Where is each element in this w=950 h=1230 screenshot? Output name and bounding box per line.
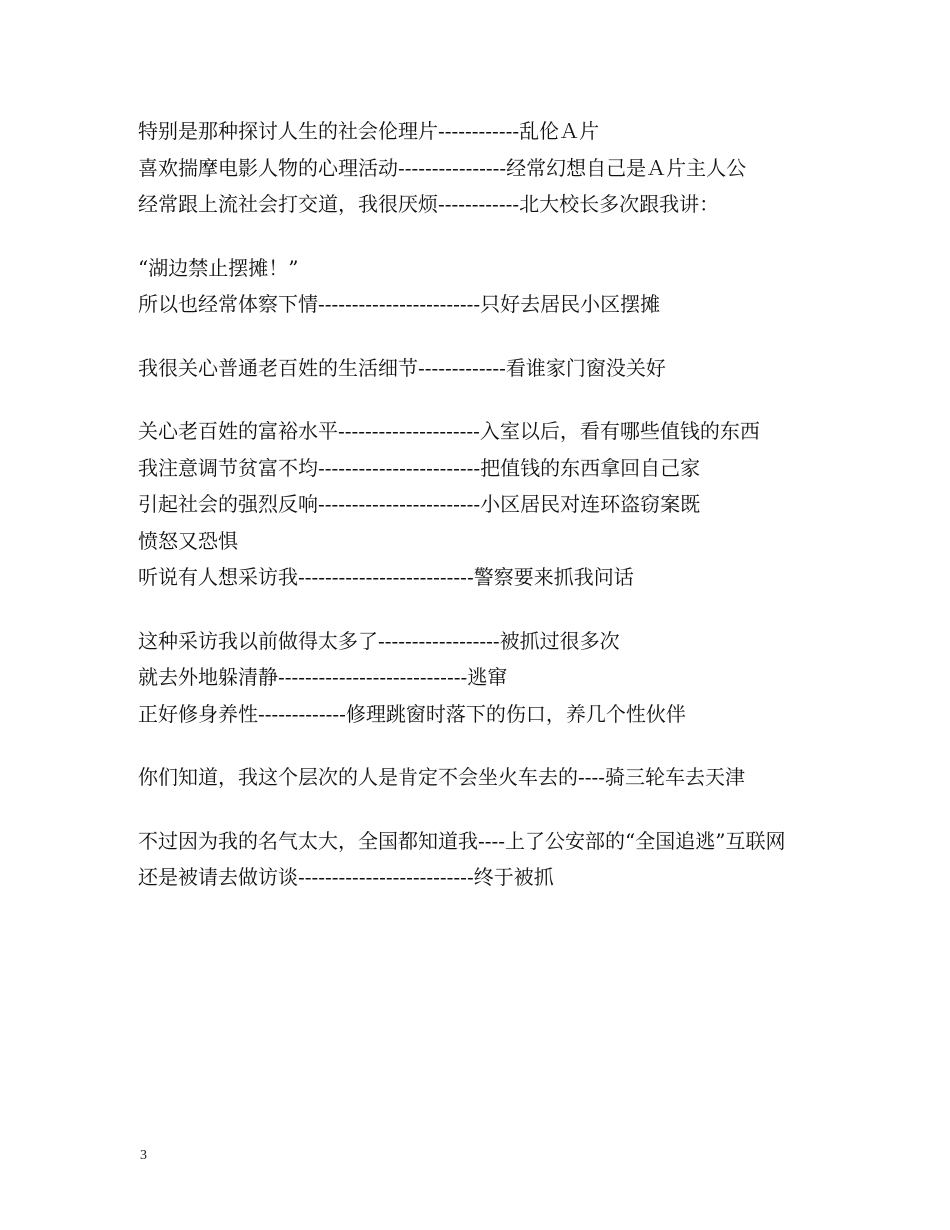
paragraph-gap (138, 223, 818, 250)
paragraph-gap (138, 596, 818, 623)
text-line-1: 特别是那种探讨人生的社会伦理片------------乱伦Ａ片 (138, 119, 600, 143)
text-line-11: 听说有人想采访我--------------------------警察要来抓我问话 (138, 565, 634, 589)
text-line-14: 正好修身养性-------------修理跳窗时落下的伤口，养几个性伙伴 (138, 701, 686, 726)
text-line-13: 就去外地躲清静----------------------------逃窜 (138, 665, 508, 689)
paragraph-gap (138, 323, 818, 350)
text-line-12: 这种采访我以前做得太多了------------------被抓过很多次 (138, 628, 620, 653)
paragraph-gap (138, 386, 818, 413)
paragraph-gap (138, 732, 818, 759)
paragraph-gap (138, 796, 818, 823)
text-line-17: 还是被请去做访谈--------------------------终于被抓 (138, 865, 554, 889)
page-number: 3 (140, 1148, 147, 1163)
text-line-10: 愤怒又恐惧 (138, 528, 238, 553)
document-body (138, 113, 818, 896)
text-line-4: “湖边禁止摆摊！” (138, 255, 299, 280)
text-line-5: 所以也经常体察下情------------------------只好去居民小区摆摊 (138, 292, 661, 316)
text-line-15: 你们知道，我这个层次的人是肯定不会坐火车去的----骑三轮车去天津 (138, 765, 746, 789)
text-line-3: 经常跟上流社会打交道，我很厌烦------------北大校长多次跟我讲： (138, 192, 720, 216)
text-line-6: 我很关心普通老百姓的生活细节-------------看谁家门窗没关好 (138, 355, 666, 380)
text-line-16: 不过因为我的名气太大，全国都知道我----上了公安部的“全国追逃”互联网 (138, 828, 786, 853)
text-line-9: 引起社会的强烈反响------------------------小区居民对连环盗窃案既 (138, 492, 701, 516)
text-line-8: 我注意调节贫富不均------------------------把值钱的东西拿回自己家 (138, 455, 701, 480)
text-line-2: 喜欢揣摩电影人物的心理活动----------------经常幻想自己是Ａ片主人公 (138, 155, 747, 180)
text-line-7: 关心老百姓的富裕水平---------------------入室以后，看有哪些值钱的东西 (138, 419, 760, 443)
